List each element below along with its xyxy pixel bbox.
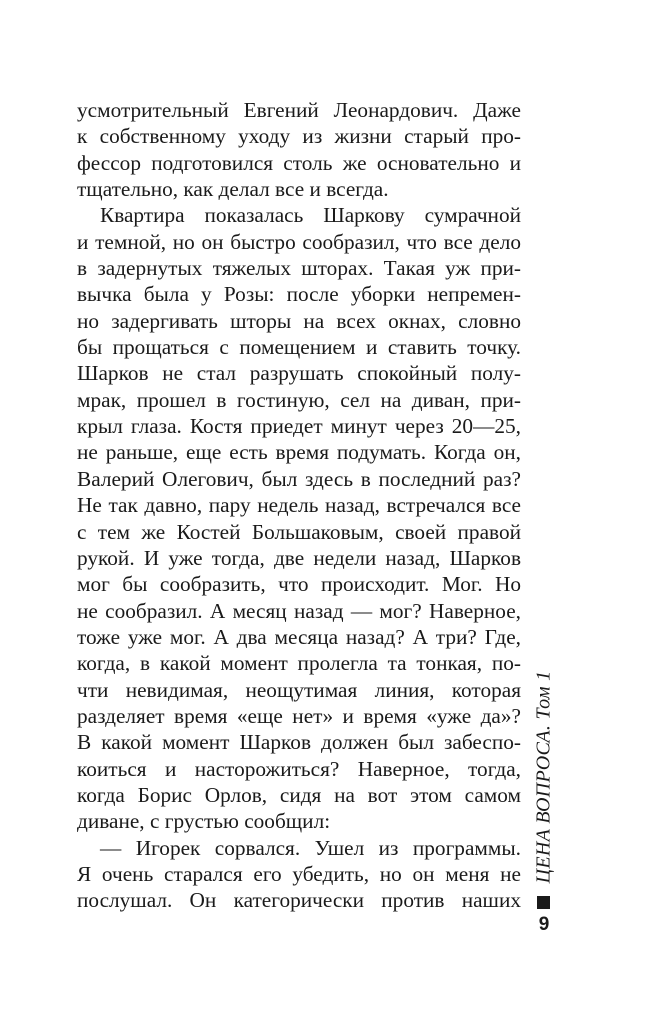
text-line: чти невидимая, неощутимая линия, которая bbox=[77, 677, 521, 702]
text-line: бы прощаться с помещением и ставить точку. bbox=[77, 335, 521, 360]
text-line: когда Борис Орлов, сидя на вот этом самом bbox=[77, 782, 521, 807]
text-line: но задергивать шторы на всех окнах, словно bbox=[77, 308, 521, 333]
square-marker-icon bbox=[537, 896, 550, 909]
text-line: к собственному уходу из жизни старый про- bbox=[77, 124, 521, 149]
text-line: тщательно, как делал все и всегда. bbox=[77, 177, 389, 202]
text-line: мог бы сообразить, что происходит. Мог. Но bbox=[77, 572, 521, 597]
text-line: В какой момент Шарков должен был забеспо- bbox=[77, 730, 521, 755]
text-line: и темной, но он быстро сообразил, что все дело bbox=[77, 229, 521, 254]
text-line: крыл глаза. Костя приедет минут через 20—25, bbox=[77, 414, 521, 439]
text-line: мрак, прошел в гостиную, сел на диван, при- bbox=[77, 387, 521, 412]
text-line: не сообразил. А месяц назад — мог? Наверное, bbox=[77, 598, 521, 623]
text-line: тоже уже мог. А два месяца назад? А три? Где, bbox=[77, 624, 521, 649]
text-line: фессор подготовился столь же основательно и bbox=[77, 150, 521, 175]
text-line: когда, в какой момент пролегла та тонкая, по- bbox=[77, 651, 521, 676]
text-line: вычка была у Розы: после уборки непремен- bbox=[77, 282, 521, 307]
text-line: с тем же Костей Большаковым, своей правой bbox=[77, 519, 521, 544]
text-line: коиться и насторожиться? Наверное, тогда, bbox=[77, 756, 521, 781]
running-title bbox=[529, 665, 559, 890]
text-line: Шарков не стал разрушать спокойный полу- bbox=[77, 361, 521, 386]
text-line: в задернутых тяжелых шторах. Такая уж при- bbox=[77, 256, 521, 281]
text-line: Я очень старался его убедить, но он меня не bbox=[77, 861, 521, 886]
text-line: послушал. Он категорически против наших bbox=[77, 888, 521, 913]
text-line: не раньше, еще есть время подумать. Когда он, bbox=[77, 440, 521, 465]
text-line: рукой. И уже тогда, две недели назад, Шарков bbox=[77, 545, 521, 570]
running-title-text: ЦЕНА ВОПРОСА. Том 1 bbox=[532, 670, 555, 884]
text-line: диване, с грустью сообщил: bbox=[77, 809, 331, 834]
text-line: — Игорек сорвался. Ушел из программы. bbox=[100, 835, 521, 860]
body-text bbox=[77, 97, 521, 914]
text-line: Квартира показалась Шаркову сумрачной bbox=[100, 203, 521, 228]
text-line: Не так давно, пару недель назад, встречался все bbox=[77, 493, 521, 518]
text-line: разделяет время «еще нет» и время «уже да»? bbox=[77, 703, 521, 728]
text-line: усмотрительный Евгений Леонардович. Даже bbox=[77, 98, 521, 122]
page-number: 9 bbox=[538, 914, 550, 935]
text-line: Валерий Олегович, был здесь в последний раз? bbox=[77, 466, 521, 491]
